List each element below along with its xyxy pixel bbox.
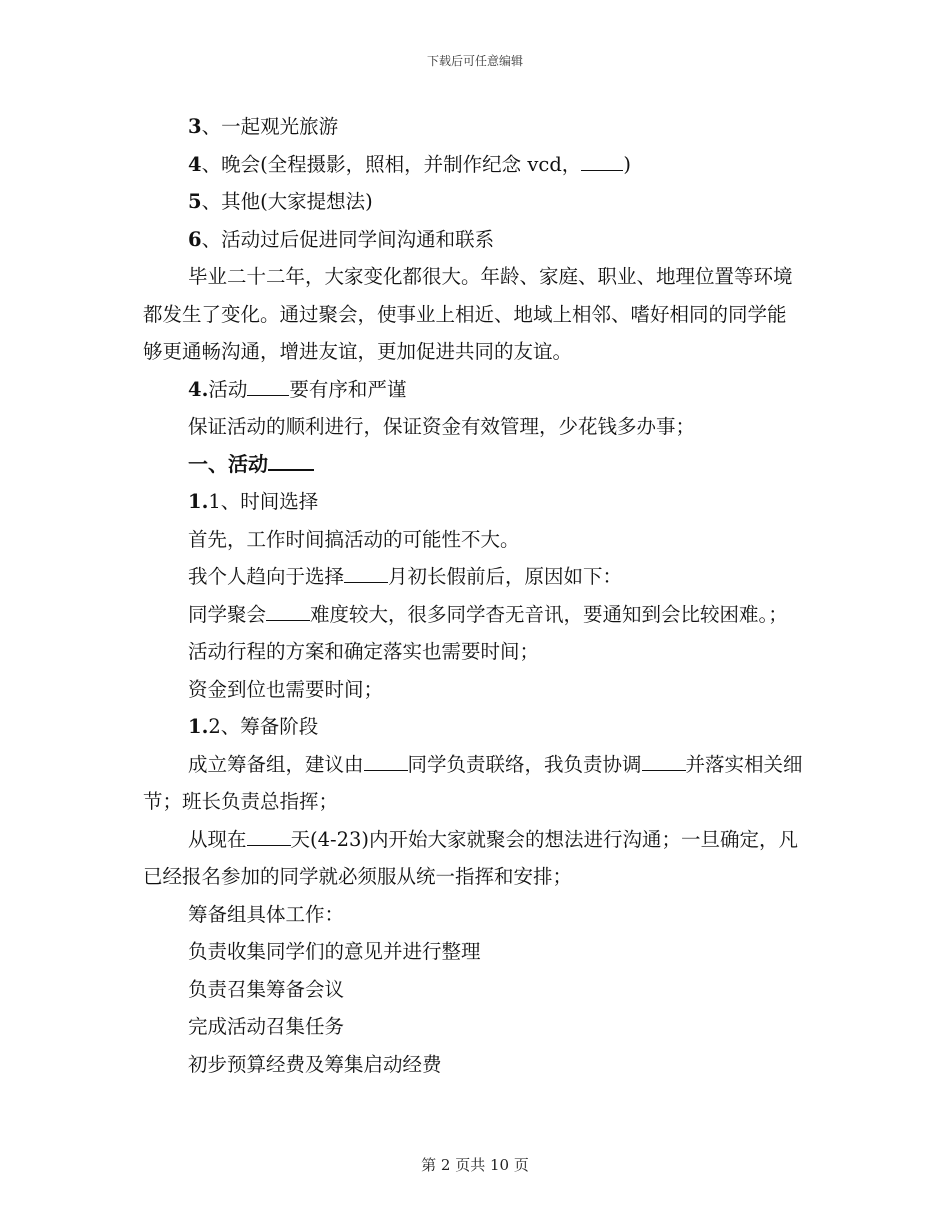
item-number: 5 [188,190,202,213]
text-segment: 同学聚会 [188,602,267,626]
paragraph: 负责收集同学们的意见并进行整理 [188,940,481,963]
item-number: 1. [188,490,209,513]
paragraph: 资金到位也需要时间； [188,677,384,701]
item-text: 1、时间选择 [208,490,319,513]
text-segment: 从现在 [188,827,247,851]
heading-text: 一、活动 [188,451,268,476]
item-text: ) [623,152,631,176]
item-text: 2、筹备阶段 [208,715,319,738]
text-segment: 成立筹备组，建议由 [188,752,364,776]
paragraph: 保证活动的顺利进行，保证资金有效管理，少花钱多办事； [188,415,696,438]
text-segment: 并落实相关细节；班长负责总指挥； [143,752,803,813]
paragraph [143,596,803,634]
page-footer: 第 2 页共 10 页 [421,1156,529,1174]
list-item [143,108,803,146]
paragraph [143,821,803,896]
item-number: 1. [188,715,209,738]
list-item [143,371,803,409]
section-heading [143,446,803,484]
item-text: 、其他(大家提想法) [201,190,373,213]
paragraph [143,746,803,821]
text-segment: 同学负责联络，我负责协调 [407,752,642,776]
paragraph: 毕业二十二年，大家变化都很大。年龄、家庭、职业、地理位置等环境都发生了变化。通过聚会，使事业上相近、地域上相邻、嗜好相同的同学能够更通畅沟通，增进友谊，更加促进共同的友谊。 [143,265,793,363]
paragraph: 首先，工作时间搞活动的可能性不大。 [188,527,520,551]
fill-blank [247,375,289,396]
item-text: 、一起观光旅游 [201,115,339,138]
paragraph: 筹备组具体工作： [188,902,345,926]
item-text: 、活动过后促进同学间沟通和联系 [201,227,495,251]
item-number: 4 [188,152,202,176]
document-body [143,108,803,1083]
text-segment: 天(4-23)内开始大家就聚会的想法进行沟通；一旦确定，凡已经报名参加的同学就必须服从统一指挥和安排； [143,827,799,888]
list-item [143,146,803,184]
text-segment: 月初长假前后，原因如下： [388,565,623,588]
fill-blank [364,750,408,771]
list-item [143,183,803,221]
item-text: 要有序和严谨 [289,377,407,401]
text-segment: 难度较大，很多同学杳无音讯，要通知到会比较困难。； [310,602,788,626]
item-text: 活动 [208,377,248,401]
paragraph [143,558,803,596]
fill-blank [581,150,623,171]
subsection-heading [143,708,803,746]
page-header: 下载后可任意编辑 [426,54,523,68]
list-item [143,221,803,259]
fill-blank [642,750,686,771]
fill-blank [247,825,291,846]
text-segment: 我个人趋向于选择 [188,565,345,588]
paragraph: 完成活动召集任务 [188,1015,345,1038]
paragraph: 负责召集筹备会议 [188,977,345,1001]
item-number: 4. [188,377,209,401]
paragraph: 初步预算经费及筹集启动经费 [188,1052,442,1076]
paragraph: 活动行程的方案和确定落实也需要时间； [188,640,540,663]
fill-blank [344,563,388,584]
subsection-heading [143,483,803,521]
item-number: 6 [188,227,202,251]
item-text: 、晚会(全程摄影，照相，并制作纪念 vcd， [201,152,582,176]
fill-blank [268,449,314,471]
fill-blank [266,600,310,621]
item-number: 3 [188,115,202,138]
